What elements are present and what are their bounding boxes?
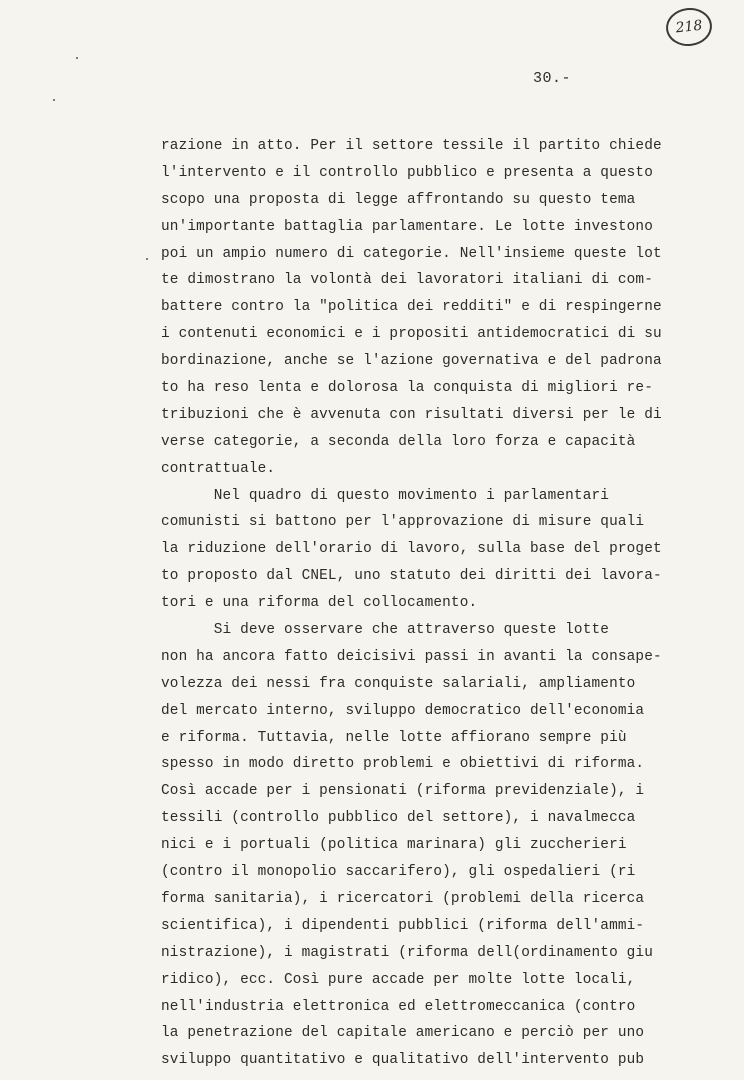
text-line: (contro il monopolio saccarifero), gli ospedalieri (ri <box>161 864 636 881</box>
text-line: poi un ampio numero di categorie. Nell'insieme queste lot <box>161 245 662 262</box>
text-line: scientifica), i dipendenti pubblici (riforma dell'ammi- <box>161 917 645 934</box>
text-line: del mercato interno, sviluppo democratico dell'economia <box>161 702 645 719</box>
text-line: to proposto dal CNEL, uno statuto dei diritti dei lavora- <box>161 568 662 585</box>
text-line: volezza dei nessi fra conquiste salariali, ampliamento <box>161 675 636 692</box>
text-line: spesso in modo diretto problemi e obiettivi di riforma. <box>161 756 645 773</box>
text-line: nici e i portuali (politica marinara) gli zuccherieri <box>161 837 627 854</box>
text-line: scopo una proposta di legge affrontando su questo tema <box>161 191 636 208</box>
text-line: sviluppo quantitativo e qualitativo dell'intervento pub <box>161 1052 645 1069</box>
text-line: un'importante battaglia parlamentare. Le lotte investono <box>161 218 654 235</box>
text-line: forma sanitaria), i ricercatori (problemi della ricerca <box>161 890 645 907</box>
typed-body-text <box>161 133 721 1074</box>
paper-speck <box>53 99 55 101</box>
text-line: Si deve osservare che attraverso queste lotte <box>161 622 610 639</box>
text-line: to ha reso lenta e dolorosa la conquista di migliori re- <box>161 380 654 397</box>
text-line: bordinazione, anche se l'azione governativa e del padrona <box>161 353 662 370</box>
text-line: i contenuti economici e i propositi antidemocratici di su <box>161 326 662 343</box>
text-line: la riduzione dell'orario di lavoro, sulla base del proget <box>161 541 662 558</box>
text-line: nell'industria elettronica ed elettromeccanica (contro <box>161 998 636 1015</box>
text-line: tessili (controllo pubblico del settore), i navalmecca <box>161 810 636 827</box>
text-line: tribuzioni che è avvenuta con risultati diversi per le di <box>161 406 662 423</box>
text-line: ridico), ecc. Così pure accade per molte lotte locali, <box>161 971 636 988</box>
text-line: comunisti si battono per l'approvazione di misure quali <box>161 514 645 531</box>
archive-stamp <box>664 6 714 49</box>
archive-stamp-number: 218 <box>674 17 704 37</box>
text-line: la penetrazione del capitale americano e perciò per uno <box>161 1025 645 1042</box>
text-line: te dimostrano la volontà dei lavoratori italiani di com- <box>161 272 654 289</box>
text-line: verse categorie, a seconda della loro forza e capacità <box>161 433 636 450</box>
text-line: Così accade per i pensionati (riforma previdenziale), i <box>161 783 645 800</box>
page-number: 30.- <box>533 70 572 87</box>
paper-speck <box>146 258 148 260</box>
text-line: tori e una riforma del collocamento. <box>161 595 478 612</box>
text-line: battere contro la "politica dei redditi" e di respingerne <box>161 299 662 316</box>
text-line: Nel quadro di questo movimento i parlamentari <box>161 487 610 504</box>
text-line: e riforma. Tuttavia, nelle lotte affiorano sempre più <box>161 729 627 746</box>
text-line: razione in atto. Per il settore tessile il partito chiede <box>161 138 662 154</box>
text-line: contrattuale. <box>161 460 276 477</box>
text-line: non ha ancora fatto deicisivi passi in avanti la consape- <box>161 648 662 665</box>
text-line: nistrazione), i magistrati (riforma dell(ordinamento giu <box>161 944 654 961</box>
text-line: l'intervento e il controllo pubblico e presenta a questo <box>161 164 654 181</box>
paper-speck <box>76 57 78 59</box>
